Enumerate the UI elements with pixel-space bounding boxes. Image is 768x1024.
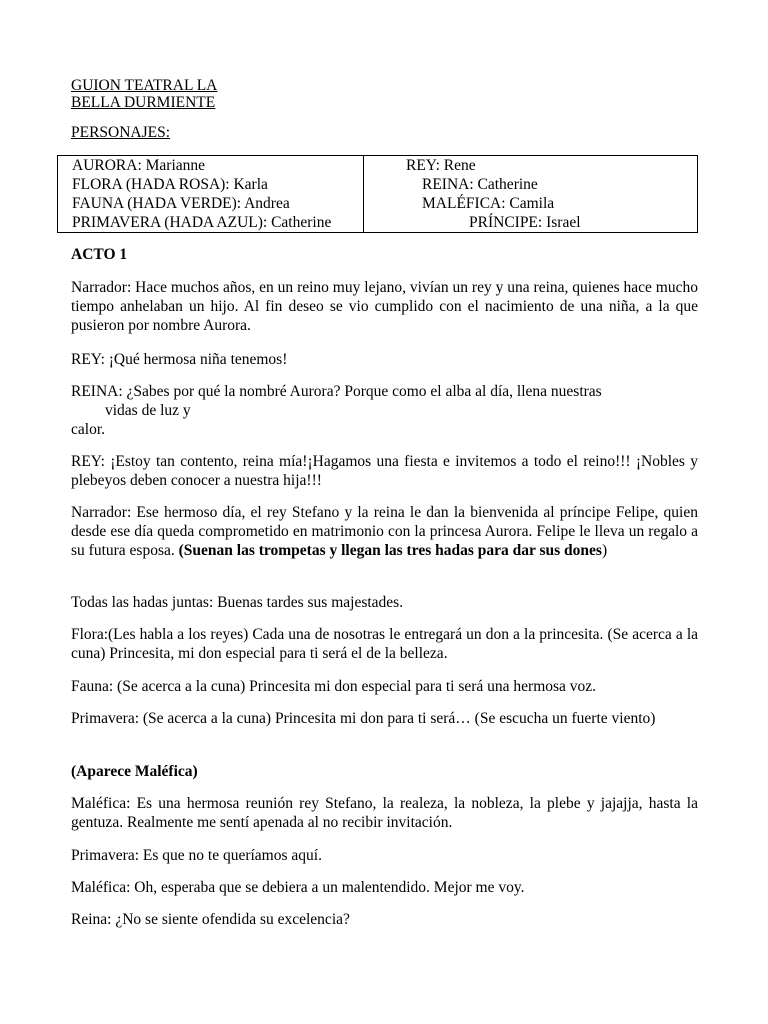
paragraph-primavera-2: Primavera: Es que no te queríamos aquí. xyxy=(71,847,322,864)
narrador-2-end: ) xyxy=(601,542,608,559)
paragraph-primavera-1: Primavera: (Se acerca a la cuna) Princesita mi don para ti será… (Se escucha un fuerte viento) xyxy=(71,710,656,727)
paragraph-malefica-1: Maléfica: Es una hermosa reunión rey Stefano, la realeza, la nobleza, la plebe y jajajja, hasta la gentuza. Realmente me sentí apenada al no recibir invitación. xyxy=(71,795,698,831)
stage-direction-trumpets: (Suenan las trompetas y llegan las tres hadas para dar sus dones xyxy=(178,542,602,559)
cast-entry-reina: REINA: Catherine xyxy=(422,176,538,193)
cast-entry-malefica: MALÉFICA: Camila xyxy=(422,195,555,212)
paragraph-reina-1 xyxy=(71,382,698,439)
title-line-1: GUION TEATRAL LA xyxy=(71,77,218,94)
paragraph-flora: Flora:(Les habla a los reyes) Cada una de nosotras le entregará un don a la princesita. (Se acerca a la cuna) Princesita, mi don especial para ti será el de la belleza. xyxy=(71,626,698,662)
title-line-2: BELLA DURMIENTE xyxy=(71,94,216,111)
paragraph-reina-2: Reina: ¿No se siente ofendida su excelencia? xyxy=(71,911,350,928)
stage-direction-malefica: (Aparece Maléfica) xyxy=(71,763,198,780)
paragraph-fauna: Fauna: (Se acerca a la cuna) Princesita mi don especial para ti será una hermosa voz. xyxy=(71,678,597,695)
reina-line-3: calor. xyxy=(71,421,105,438)
paragraph-hadas: Todas las hadas juntas: Buenas tardes sus majestades. xyxy=(71,594,404,611)
cast-entry-rey: REY: Rene xyxy=(406,157,476,174)
cast-left-column xyxy=(58,156,364,233)
cast-entry-principe: PRÍNCIPE: Israel xyxy=(469,214,581,231)
personajes-heading: PERSONAJES: xyxy=(71,124,171,141)
cast-entry-primavera: PRIMAVERA (HADA AZUL): Catherine xyxy=(72,214,332,231)
reina-line-2: vidas de luz y xyxy=(105,402,191,419)
paragraph-narrador-1: Narrador: Hace muchos años, en un reino muy lejano, vivían un rey y una reina, quienes hace mucho tiempo anhelaban un hijo. Al fin deseo se vio cumplido con el nacimiento de una niña, a la que pusieron por nombre Aurora. xyxy=(71,279,698,334)
act-heading: ACTO 1 xyxy=(71,246,128,263)
paragraph-rey-1: REY: ¡Qué hermosa niña tenemos! xyxy=(71,351,288,368)
reina-line-1: REINA: ¿Sabes por qué la nombré Aurora? Porque como el alba al día, llena nuestras xyxy=(71,383,602,400)
cast-entry-flora: FLORA (HADA ROSA): Karla xyxy=(72,176,268,193)
cast-entry-fauna: FAUNA (HADA VERDE): Andrea xyxy=(72,195,290,212)
cast-entry-aurora: AURORA: Marianne xyxy=(72,157,206,174)
paragraph-narrador-2 xyxy=(71,503,698,560)
cast-table xyxy=(57,155,698,233)
narrador-2-text: Narrador: Ese hermoso día, el rey Stefano y la reina le dan la bienvenida al príncipe Felipe, quien desde ese día queda comprometido en matrimonio con la princesa Aurora. Felipe le lleva un regalo a su futura esposa. xyxy=(71,504,698,559)
paragraph-rey-2: REY: ¡Estoy tan contento, reina mía!¡Hagamos una fiesta e invitemos a todo el reino!!! ¡Nobles y plebeyos deben conocer a nuestra hija!!! xyxy=(71,453,698,489)
cast-right-column xyxy=(364,156,698,233)
document-title xyxy=(71,77,217,111)
paragraph-malefica-2: Maléfica: Oh, esperaba que se debiera a un malentendido. Mejor me voy. xyxy=(71,879,525,896)
